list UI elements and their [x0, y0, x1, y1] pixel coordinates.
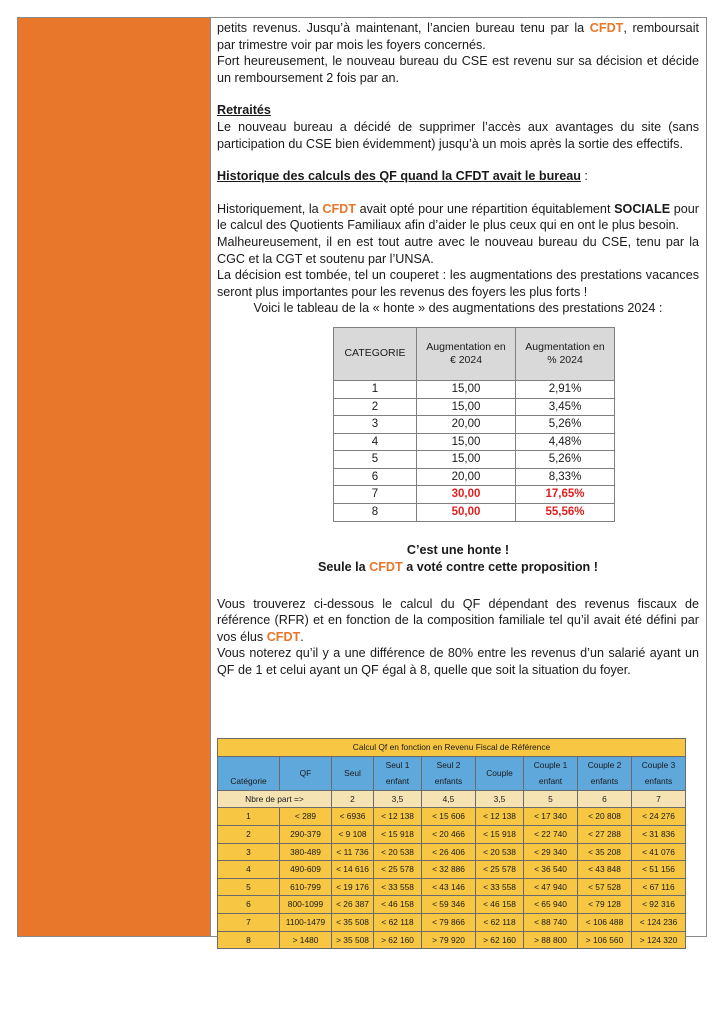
qf-cell: < 20 538 [476, 843, 524, 861]
table-row [218, 896, 686, 914]
parts-cell: 5 [524, 790, 578, 808]
paragraph-vous-noterez: Vous noterez qu’il y a une différence de 80% entre les revenus d’un salarié ayant un QF de 1 et celui ayant un QF égal à 8, quelle que soit la situation du foyer. [217, 646, 699, 678]
qf-cell: < 20 538 [374, 843, 422, 861]
qf-column-header: Seul [332, 756, 374, 790]
qf-column-header: Couple 1 enfant [524, 756, 578, 790]
honte-line-2 [217, 559, 699, 576]
table-row [218, 878, 686, 896]
cfdt-highlight: CFDT [322, 201, 356, 216]
qf-cell: < 25 578 [476, 861, 524, 879]
percent-cell: 5,26% [516, 416, 615, 434]
qf-cell: < 46 158 [476, 896, 524, 914]
text: Historiquement, la [217, 201, 323, 216]
qf-cell: 1 [218, 808, 280, 826]
qf-column-header: Seul 2 enfants [422, 756, 476, 790]
parts-label: Nbre de part => [218, 790, 332, 808]
qf-cell: < 9 108 [332, 825, 374, 843]
qf-column-header: Seul 1 enfant [374, 756, 422, 790]
cfdt-highlight: CFDT [266, 629, 301, 644]
cfdt-highlight: CFDT [589, 21, 624, 35]
column-header: Augmentation en € 2024 [417, 327, 516, 380]
qf-cell: < 43 146 [422, 878, 476, 896]
category-cell: 4 [334, 433, 417, 451]
parts-cell: 7 [632, 790, 686, 808]
percent-cell: 55,56% [516, 504, 615, 522]
page-frame [17, 17, 707, 945]
qf-cell: < 35 208 [578, 843, 632, 861]
text: avait opté pour une répartition équitablement [355, 201, 615, 216]
qf-cell: < 19 176 [332, 878, 374, 896]
qf-cell: < 26 406 [422, 843, 476, 861]
paragraph-fort-heureusement: Fort heureusement, le nouveau bureau du CSE est revenu sur sa décision et décide un remboursement 2 fois par an. [217, 54, 699, 85]
qf-cell: < 46 158 [374, 896, 422, 914]
table-row [334, 416, 615, 434]
paragraph-remboursement [217, 20, 699, 53]
qf-cell: < 51 156 [632, 861, 686, 879]
table-row [334, 398, 615, 416]
qf-cell: < 47 940 [524, 878, 578, 896]
text: Vous trouverez ci-dessous le calcul du QF dépendant des revenus fiscaux de référence (RFR) et en fonction de la composition familiale tel qu’il avait été défini par vos élus [217, 596, 699, 644]
qf-column-header: Couple [476, 756, 524, 790]
table-row [334, 380, 615, 398]
table-row [334, 486, 615, 504]
qf-column-header: Couple 2 enfants [578, 756, 632, 790]
paragraph-malheureusement: Malheureusement, il en est tout autre avec le nouveau bureau du CSE, tenu par la CGC et la CGT et soutenu par l’UNSA. [217, 234, 699, 266]
qf-cell: < 22 740 [524, 825, 578, 843]
qf-cell: < 20 466 [422, 825, 476, 843]
qf-cell: < 33 558 [374, 878, 422, 896]
percent-cell: 4,48% [516, 433, 615, 451]
qf-cell: < 29 340 [524, 843, 578, 861]
table-row [334, 504, 615, 522]
qf-cell: < 79 128 [578, 896, 632, 914]
table-row [218, 825, 686, 843]
paragraph-retraites: Le nouveau bureau a décidé de supprimer l’accès aux avantages du site (sans participation du CSE bien évidemment) jusqu’à un mois après la sortie des effectifs. [217, 119, 699, 151]
parts-cell: 4,5 [422, 790, 476, 808]
percent-cell: 17,65% [516, 486, 615, 504]
qf-cell: 3 [218, 843, 280, 861]
euro-cell: 15,00 [417, 433, 516, 451]
text: , remboursait par trimestre voir par mois les foyers concernés. [217, 21, 699, 52]
paragraph-historiquement [217, 201, 699, 234]
euro-cell: 15,00 [417, 380, 516, 398]
parts-cell: 3,5 [374, 790, 422, 808]
qf-cell: 800-1099 [280, 896, 332, 914]
category-cell: 2 [334, 398, 417, 416]
percent-cell: 2,91% [516, 380, 615, 398]
category-cell: 1 [334, 380, 417, 398]
text: . [300, 629, 304, 644]
qf-cell: 5 [218, 878, 280, 896]
category-cell: 7 [334, 486, 417, 504]
qf-cell: 6 [218, 896, 280, 914]
qf-cell: < 12 138 [374, 808, 422, 826]
category-cell: 3 [334, 416, 417, 434]
qf-cell: < 41 076 [632, 843, 686, 861]
sociale-emphasis: SOCIALE [614, 201, 671, 216]
column-header: Augmentation en % 2024 [516, 327, 615, 380]
qf-cell: 610-799 [280, 878, 332, 896]
table-row [218, 931, 686, 949]
euro-cell: 20,00 [417, 468, 516, 486]
qf-cell: < 43 848 [578, 861, 632, 879]
qf-cell: < 24 276 [632, 808, 686, 826]
table-row [334, 433, 615, 451]
qf-cell: < 62 118 [476, 913, 524, 931]
parts-cell: 3,5 [476, 790, 524, 808]
text: pour le calcul des Quotients Familiaux afin d’aider le plus ceux qui en ont le plus besoin. [217, 201, 699, 233]
qf-cell: > 79 920 [422, 931, 476, 949]
qf-column-header: Catégorie [218, 756, 280, 790]
qf-cell: < 6936 [332, 808, 374, 826]
qf-column-header: Couple 3 enfants [632, 756, 686, 790]
euro-cell: 20,00 [417, 416, 516, 434]
category-cell: 6 [334, 468, 417, 486]
qf-cell: < 59 346 [422, 896, 476, 914]
percent-cell: 8,33% [516, 468, 615, 486]
qf-cell: < 20 808 [578, 808, 632, 826]
text: Seule la [318, 559, 370, 574]
qf-cell: 290-379 [280, 825, 332, 843]
qf-cell: < 36 540 [524, 861, 578, 879]
qf-cell: > 35 508 [332, 931, 374, 949]
qf-cell: < 31 836 [632, 825, 686, 843]
qf-cell: < 15 606 [422, 808, 476, 826]
qf-cell: < 57 528 [578, 878, 632, 896]
qf-cell: < 35 508 [332, 913, 374, 931]
qf-cell: 4 [218, 861, 280, 879]
qf-cell: < 32 886 [422, 861, 476, 879]
euro-cell: 15,00 [417, 451, 516, 469]
paragraph-voici: Voici le tableau de la « honte » des augmentations des prestations 2024 : [253, 301, 663, 316]
qf-cell: < 65 940 [524, 896, 578, 914]
qf-cell: < 26 387 [332, 896, 374, 914]
parts-cell: 2 [332, 790, 374, 808]
table-row [218, 843, 686, 861]
table-row [218, 913, 686, 931]
qf-cell: < 62 118 [374, 913, 422, 931]
euro-cell: 50,00 [417, 504, 516, 522]
qf-cell: < 12 138 [476, 808, 524, 826]
category-cell: 5 [334, 451, 417, 469]
heading-historique [217, 168, 699, 185]
paragraph-decision: La décision est tombée, tel un couperet : les augmentations des prestations vacances seront plus importantes pour les revenus des foyers les plus forts ! [217, 268, 699, 299]
qf-cell: < 33 558 [476, 878, 524, 896]
euro-cell: 30,00 [417, 486, 516, 504]
qf-cell: < 17 340 [524, 808, 578, 826]
qf-cell: > 1480 [280, 931, 332, 949]
qf-cell: 8 [218, 931, 280, 949]
text: petits revenus. Jusqu’à maintenant, l’ancien bureau tenu par la [217, 21, 590, 35]
text: : [580, 169, 588, 184]
qf-cell: < 27 288 [578, 825, 632, 843]
qf-cell: < 15 918 [374, 825, 422, 843]
qf-cell: 2 [218, 825, 280, 843]
table-row [334, 451, 615, 469]
qf-cell: > 62 160 [374, 931, 422, 949]
qf-cell: < 88 740 [524, 913, 578, 931]
qf-cell: > 88 800 [524, 931, 578, 949]
honte-line-1: C’est une honte ! [406, 542, 510, 557]
table-row [218, 808, 686, 826]
qf-cell: > 124 320 [632, 931, 686, 949]
qf-cell: 7 [218, 913, 280, 931]
qf-cell: < 25 578 [374, 861, 422, 879]
percent-cell: 5,26% [516, 451, 615, 469]
euro-cell: 15,00 [417, 398, 516, 416]
qf-cell: 1100-1479 [280, 913, 332, 931]
qf-cell: < 67 116 [632, 878, 686, 896]
qf-cell: < 92 316 [632, 896, 686, 914]
heading-text: Historique des calculs des QF quand la CFDT avait le bureau [217, 169, 581, 184]
qf-cell: < 106 488 [578, 913, 632, 931]
main-content [217, 20, 699, 945]
cfdt-highlight: CFDT [369, 559, 403, 574]
paragraph-vous-trouverez [217, 596, 699, 646]
qf-cell: < 124 236 [632, 913, 686, 931]
percent-cell: 3,45% [516, 398, 615, 416]
text: a voté contre cette proposition ! [402, 559, 598, 574]
qf-table-title: Calcul Qf en fonction en Revenu Fiscal de Référence [218, 739, 686, 757]
qf-cell: < 11 736 [332, 843, 374, 861]
orange-sidebar [18, 18, 211, 936]
qf-cell: < 14 616 [332, 861, 374, 879]
table-row [218, 861, 686, 879]
category-cell: 8 [334, 504, 417, 522]
qf-cell: < 15 918 [476, 825, 524, 843]
qf-column-header: QF [280, 756, 332, 790]
heading-retraites: Retraités [217, 103, 271, 118]
column-header: CATEGORIE [334, 327, 417, 380]
honte-statement [217, 542, 699, 576]
augmentation-table [333, 327, 615, 522]
qf-cell: > 62 160 [476, 931, 524, 949]
qf-cell: 380-489 [280, 843, 332, 861]
qf-cell: < 79 866 [422, 913, 476, 931]
qf-table [217, 738, 686, 949]
qf-cell: 490-609 [280, 861, 332, 879]
parts-cell: 6 [578, 790, 632, 808]
qf-cell: > 106 560 [578, 931, 632, 949]
qf-cell: < 289 [280, 808, 332, 826]
table-row [334, 468, 615, 486]
